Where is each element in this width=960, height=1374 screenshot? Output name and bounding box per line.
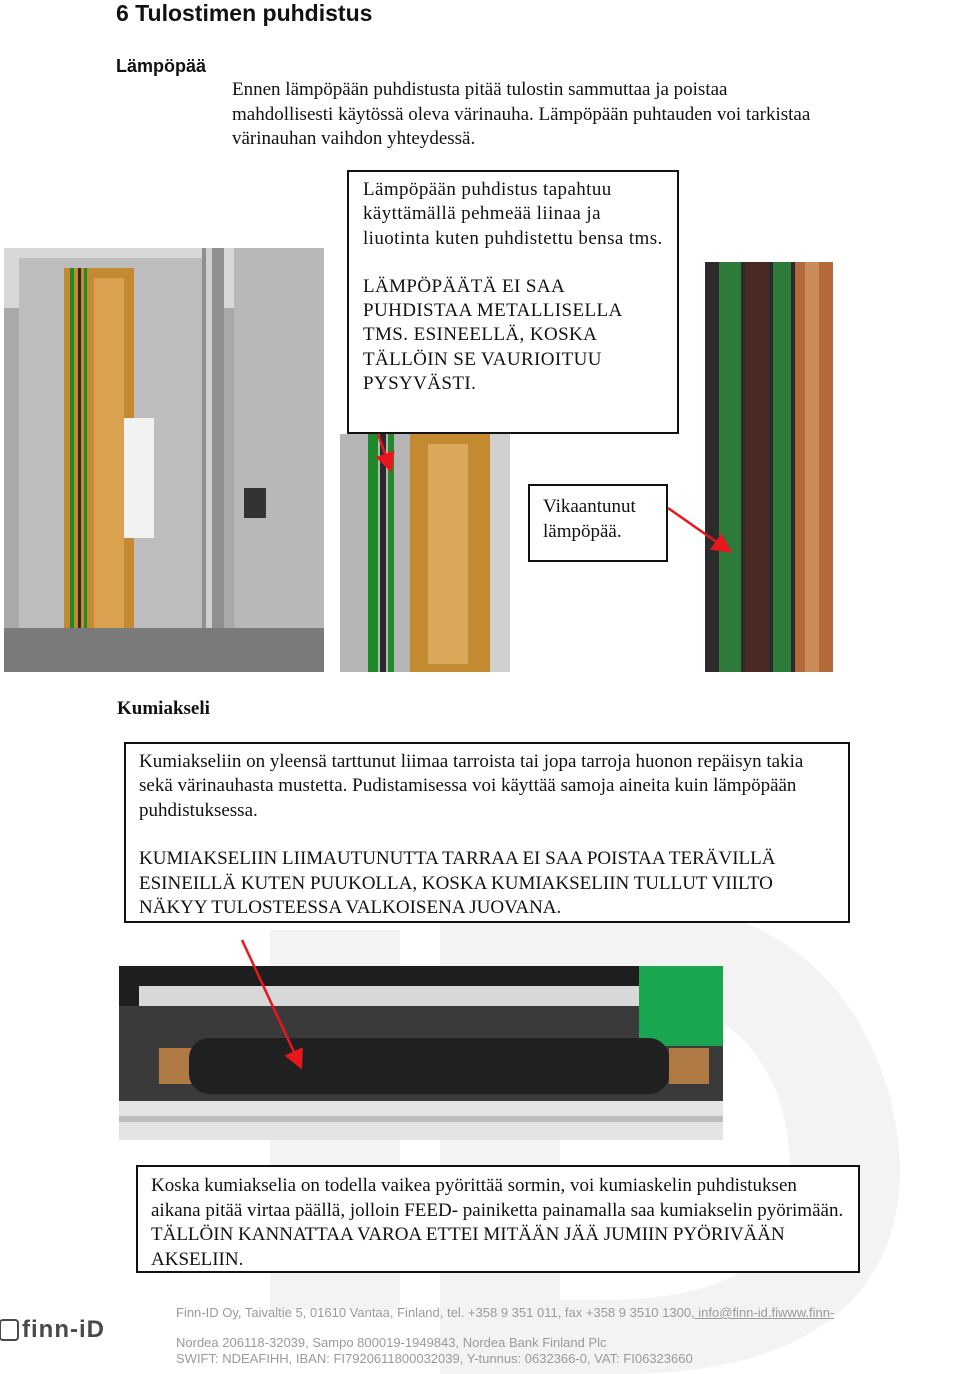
footer-web-link[interactable]: www.finn- <box>777 1305 835 1320</box>
roller-rotation-text: Koska kumiakselia on todella vaikea pyörittää sormin, voi kumiaskelin puhdistuksen aikana pitää virtaa päällä, jolloin FEED- painiketta painamalla saa kumiakselin pyörimään. TÄLLÖIN KANNATTAA VAROA ETTEI MITÄÄN JÄÄ JUMIIN PYÖRIVÄÄN AKSELIIN. <box>151 1175 844 1270</box>
finn-id-logo <box>0 1318 134 1344</box>
intro-paragraph: Ennen lämpöpään puhdistusta pitää tulostin sammuttaa ja poistaa mahdollisesti käytössä oleva värinauha. Lämpöpään puhtauden voi tarkistaa värinauhan vaihdon yhteydessä. <box>232 79 811 149</box>
logo-text: finn-iD <box>22 1316 105 1343</box>
roller-rotation-callout <box>136 1165 860 1273</box>
cleaning-instructions-callout <box>347 170 679 434</box>
footer-email-link[interactable]: , info@finn-id.fi <box>691 1305 778 1320</box>
footer-swift: SWIFT: NDEAFIHH, IBAN: FI7920611800032039, Y-tunnus: 0632366-0, VAT: FI06323660 <box>176 1351 693 1366</box>
damaged-printhead-photo <box>705 262 833 672</box>
cleaning-warning-text: LÄMPÖPÄÄTÄ EI SAA PUHDISTAA METALLISELLA TMS. ESINEELLÄ, KOSKA TÄLLÖIN SE VAURIOITUU PYSYVÄSTI. <box>363 275 622 395</box>
section-heading-roller: Kumiakseli <box>117 698 210 719</box>
roller-warning-text: KUMIAKSELIIN LIIMAUTUNUTTA TARRAA EI SAA POISTAA TERÄVILLÄ ESINEILLÄ KUTEN PUUKOLLA, KOSKA KUMIAKSELIIN TULLUT VIILTO NÄKYY TULOSTEESSA VALKOISENA JUOVANA. <box>139 848 776 919</box>
footer-bank: Nordea 206118-32039, Sampo 800019-1949843, Nordea Bank Finland Plc <box>176 1335 607 1350</box>
cleaning-method-text: Lämpöpään puhdistus tapahtuu käyttämällä pehmeää liinaa ja liuotinta kuten puhdistettu bensa tms. <box>363 179 663 249</box>
printhead-closeup-photo <box>340 434 510 672</box>
printhead-photo <box>4 248 324 672</box>
damaged-head-callout <box>528 484 668 562</box>
section-heading-thermal-head: Lämpöpää <box>116 56 207 76</box>
roller-info-box <box>124 742 850 923</box>
rubber-roller-photo <box>119 966 723 1140</box>
footer-address <box>176 1305 834 1320</box>
footer-address-text: Finn-ID Oy, Taivaltie 5, 01610 Vantaa, Finland, tel. +358 9 351 011, fax +358 9 3510 1300 <box>176 1305 692 1320</box>
damaged-head-label: Vikaantunut lämpöpää. <box>543 496 636 542</box>
roller-cleaning-text: Kumiakseliin on yleensä tarttunut liimaa tarroista tai jopa tarroja huonon repäisyn takia sekä värinauhasta mustetta. Pudistamisessa voi käyttää samoja aineita kuin lämpöpään puhdistuksessa. <box>139 751 804 821</box>
page-title: 6 Tulostimen puhdistus <box>116 0 373 26</box>
